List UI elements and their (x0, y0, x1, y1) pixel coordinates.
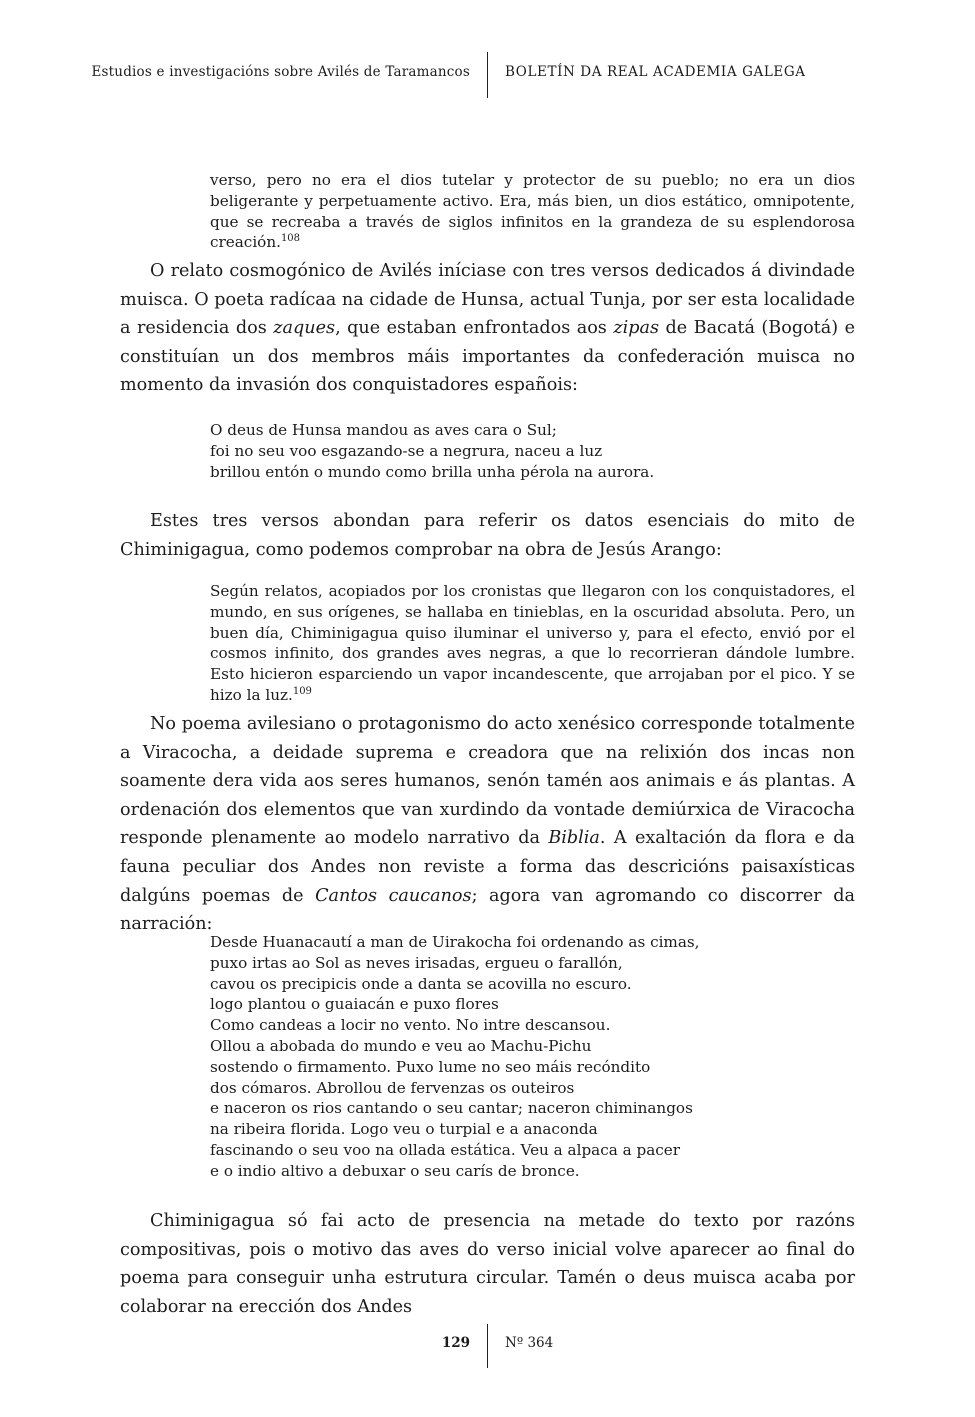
block-quote-2-text: Según relatos, acopiados por los cronistas que llegaron con los conquistadores, el mundo, en sus orígenes, se hallaba en tinieblas, en la oscuridad absoluta. Pero, un buen día, Chiminigagua quiso iluminar el universo y, para el efecto, envió por el cosmos infinito, dos grandes aves negras, a que lo recorrieran dándole lumbre. Esto hicieron esparciendo un vapor incandescente, que arrojaban por el pico. Y se hizo la luz. (210, 582, 855, 704)
block-quote-1 (210, 170, 855, 253)
verse-block-1 (210, 420, 850, 482)
italic-term-zipas: zipas (613, 318, 659, 339)
issue-number: Nº 364 (505, 1335, 554, 1351)
footnote-ref-108: 108 (280, 233, 301, 245)
page-number: 129 (441, 1335, 470, 1351)
italic-term-zaques: zaques (273, 318, 336, 339)
body-paragraph-3: No poema avilesiano o protagonismo do acto xenésico corresponde totalmente a Viracocha, a deidade suprema e creadora que na relixión dos incas non soamente dera vida aos seres humanos, senón tamén aos animais e ás plantas. A ordenación dos elementos que van xurdindo da vontade demiúrxica de Viracocha responde plenamente ao modelo narrativo da Biblia. A exaltación da flora e da fauna peculiar dos Andes non reviste a forma das descricións paisaxísticas dalgúns poemas de Cantos caucanos; agora van agromando co discorrer da narración: (120, 714, 855, 935)
verse-block-2 (210, 932, 850, 1182)
verse-line: O deus de Hunsa mandou as aves cara o Sul; (210, 421, 557, 439)
running-header-journal: BOLETÍN DA REAL ACADEMIA GALEGA (505, 64, 806, 80)
body-paragraph-2: Estes tres versos abondan para referir os datos esenciais do mito de Chiminigagua, como podemos comprobar na obra de Jesús Arango: (120, 511, 855, 560)
verse-line: cavou os precipicis onde a danta se acovilla no escuro. (210, 974, 632, 993)
verse-line: e o indio altivo a debuxar o seu carís de bronce. (210, 1161, 580, 1180)
running-header-title: Estudios e investigacións sobre Avilés de Taramancos (91, 64, 470, 80)
verse-line: na ribeira florida. Logo veu o turpial e a anaconda (210, 1120, 598, 1139)
footnote-ref-109: 109 (292, 685, 312, 697)
verse-line: foi no seu voo esgazando-se a negrura, naceu a luz (210, 441, 603, 460)
italic-title-cantos-caucanos: Cantos caucanos (315, 885, 472, 906)
verse-line: fascinando o seu voo na ollada estática. Veu a alpaca a pacer (210, 1140, 681, 1159)
body-paragraph-1: O relato cosmogónico de Avilés iníciase con tres versos dedicados á divindade muisca. O poeta radícaa na cidade de Hunsa, actual Tunja, por ser esta localidade a residencia dos zaques, que estaban enfrontados aos zipas de Bacatá (Bogotá) e constituían un dos membros máis importantes da confederación muisca no momento da invasión dos conquistadores españois: (120, 261, 855, 396)
verse-line: dos cómaros. Abrollou de fervenzas os outeiros (210, 1078, 575, 1097)
italic-title-biblia: Biblia (548, 828, 600, 849)
body-paragraph-4: Chiminigagua só fai acto de presencia na metade do texto por razóns compositivas, pois o motivo das aves do verso inicial volve aparecer ao final do poema para conseguir unha estrutura circular. Tamén o deus muisca acaba por colaborar na erección dos Andes (120, 1211, 855, 1317)
verse-line: sostendo o firmamento. Puxo lume no seo máis recóndito (210, 1057, 651, 1076)
header-divider (487, 52, 488, 98)
verse-line: e naceron os rios cantando o seu cantar; naceron chiminangos (210, 1099, 693, 1118)
verse-line: Desde Huanacautí a man de Uirakocha foi ordenando as cimas, (210, 933, 700, 951)
verse-line: brillou entón o mundo como brilla unha pérola na aurora. (210, 462, 655, 481)
verse-line: puxo irtas ao Sol as neves irisadas, ergueu o farallón, (210, 953, 623, 972)
block-quote-2 (210, 581, 855, 706)
verse-line: logo plantou o guaiacán e puxo flores (210, 995, 499, 1014)
verse-line: Ollou a abobada do mundo e veu ao Machu-Pichu (210, 1036, 592, 1055)
footer-divider (487, 1324, 488, 1368)
block-quote-1-text: verso, pero no era el dios tutelar y protector de su pueblo; no era un dios beligerante y perpetuamente activo. Era, más bien, un dios estático, omnipotente, que se recreaba a través de siglos infinitos en la grandeza de su esplendorosa creación. (210, 171, 855, 252)
verse-line: Como candeas a locir no vento. No intre descansou. (210, 1016, 611, 1035)
